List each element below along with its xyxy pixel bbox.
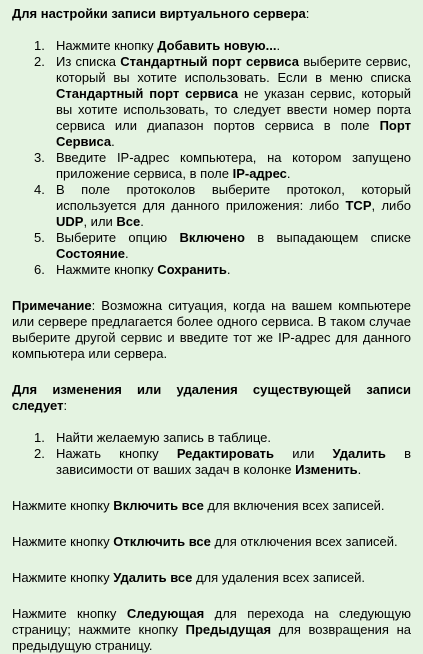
text-run: для перехода на следующую страницу; нажмите кнопку (12, 606, 411, 637)
text-run: , или (83, 214, 117, 229)
list-item-number: 6. (34, 262, 45, 277)
list-item (12, 230, 411, 262)
bold-term: TCP (345, 198, 372, 213)
bold-term: Стандартный порт сервиса (56, 86, 239, 101)
bold-term: Отключить все (113, 534, 211, 549)
text-run: Нажмите кнопку (56, 38, 158, 53)
bold-term: IP-адрес (232, 166, 287, 181)
section1-steps (12, 38, 411, 278)
text-run: , либо (371, 198, 411, 213)
text-run: Нажмите кнопку (12, 534, 114, 549)
section2-heading-colon: : (63, 398, 68, 413)
list-item-number: 1. (34, 38, 45, 53)
list-item (12, 182, 411, 230)
text-run: Нажмите кнопку (56, 262, 158, 277)
text-run: в выпадающем списке (244, 230, 411, 245)
list-item (12, 262, 411, 278)
bold-term: Включить все (113, 498, 204, 513)
text-run: Найти желаемую запись в таблице. (56, 430, 271, 445)
bold-term: Изменить (295, 462, 358, 477)
text-run: не указан сервис, который вы хотите использовать, то следует ввести номер порта сервиса или диапазон портов сервиса в поле (56, 86, 411, 133)
bold-term: Все (116, 214, 141, 229)
section2-heading (12, 382, 411, 414)
bold-term: Включено (179, 230, 245, 245)
bold-term: Сохранить (157, 262, 227, 277)
text-run: для удаления всех записей. (192, 570, 365, 585)
bold-term: Добавить новую... (157, 38, 277, 53)
section2-heading-text: Для изменения или удаления существующей записи следует (12, 382, 411, 413)
list-item-number: 3. (34, 150, 45, 165)
text-run: Введите IP-адрес компьютера, на котором запущено приложение сервиса, в поле (56, 150, 411, 181)
list-item (12, 38, 411, 54)
text-run: В поле протоколов выберите протокол, который используется для данного приложения: либо (56, 182, 411, 213)
text-run: Нажмите кнопку (12, 606, 127, 621)
text-run: . (111, 134, 115, 149)
note-label: Примечание (12, 298, 92, 313)
text-run: Выберите опцию (56, 230, 180, 245)
bold-term: Предыдущая (185, 622, 272, 637)
bold-term: Следующая (126, 606, 205, 621)
list-item-number: 2. (34, 54, 45, 69)
paragraph-disable-all (12, 534, 411, 550)
bold-term: Состояние (56, 246, 126, 261)
text-run: . (226, 262, 231, 277)
list-item (12, 150, 411, 182)
text-run: Нажать кнопку (56, 446, 177, 461)
list-item (12, 430, 411, 446)
list-item-number: 5. (34, 230, 45, 245)
text-run: . (140, 214, 144, 229)
text-run: выберите сервис, который вы хотите использовать. Если в меню списка (56, 54, 411, 85)
text-run: Из списка (56, 54, 121, 69)
text-run: Нажмите кнопку (12, 570, 114, 585)
section1-heading-colon: : (305, 6, 310, 21)
text-run: . (125, 246, 129, 261)
text-run: для возвращения на предыдущую страницу. (12, 622, 411, 653)
text-run: Нажмите кнопку (12, 498, 114, 513)
section2-steps (12, 430, 411, 478)
text-run: . (286, 166, 291, 181)
bold-term: Удалить все (113, 570, 193, 585)
section1-heading-text: Для настройки записи виртуального сервера (12, 6, 306, 21)
note-text: : Возможна ситуация, когда на вашем компьютере или сервере предлагается более одного сервиса. В таком случае выберите другой сервис и введите тот же IP-адрес для данного компьютера или сервера. (12, 298, 411, 361)
bold-term: Стандартный порт сервиса (120, 54, 300, 69)
list-item-number: 2. (34, 446, 45, 461)
section1-heading (12, 6, 411, 22)
bold-term: Удалить (332, 446, 386, 461)
paragraph-pagination (12, 606, 411, 654)
text-run: в зависимости от ваших задач в колонке (56, 446, 411, 477)
bold-term: Редактировать (176, 446, 275, 461)
text-run: или (274, 446, 333, 461)
note-paragraph (12, 298, 411, 362)
text-run: для отключения всех записей. (210, 534, 398, 549)
text-run: для включения всех записей. (203, 498, 385, 513)
paragraph-enable-all (12, 498, 411, 514)
text-run: . (276, 38, 281, 53)
list-item-number: 4. (34, 182, 45, 197)
list-item (12, 446, 411, 478)
text-run: . (357, 462, 362, 477)
bold-term: Порт Сервиса (56, 118, 411, 149)
paragraph-delete-all (12, 570, 411, 586)
bold-term: UDP (56, 214, 84, 229)
list-item-number: 1. (34, 430, 45, 445)
list-item (12, 54, 411, 150)
